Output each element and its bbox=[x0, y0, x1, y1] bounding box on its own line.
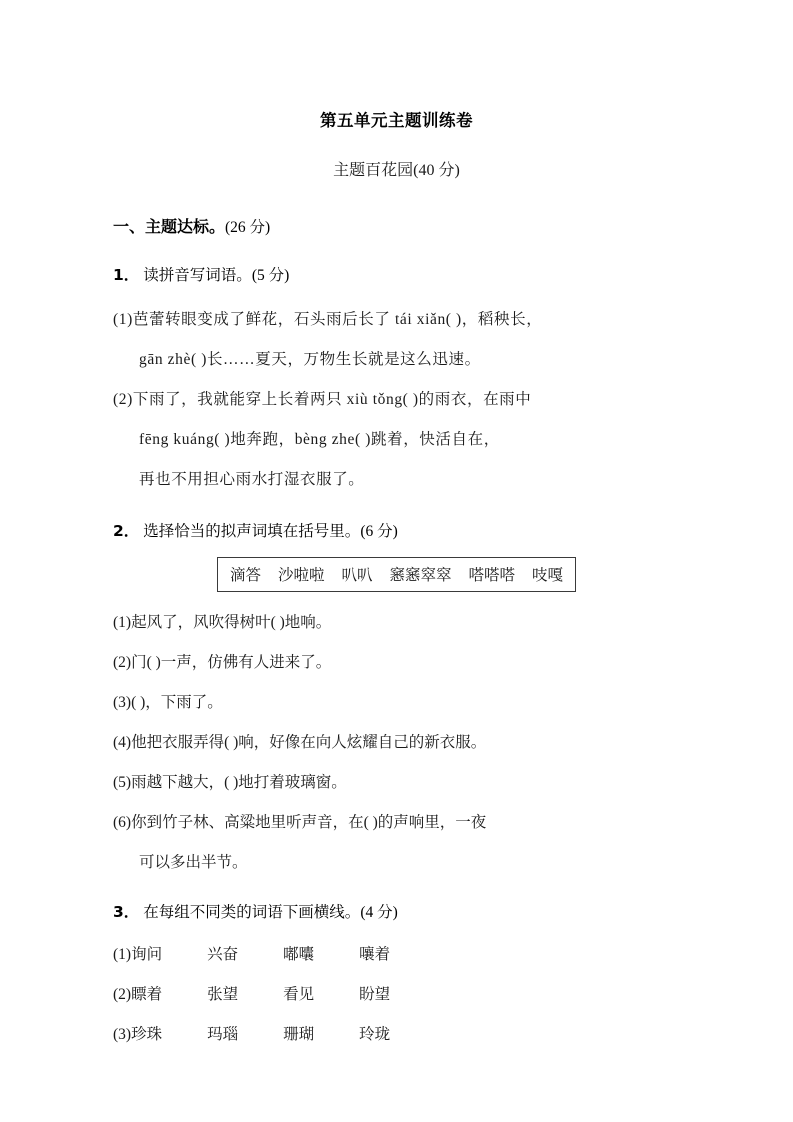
word-group-word[interactable]: 询问 bbox=[131, 946, 163, 963]
question-2-title bbox=[113, 519, 680, 541]
question-1-line-2: gān zhè( )长……夏天，万物生长就是这么迅速。 bbox=[139, 351, 481, 368]
word-bank-item: 吱嘎 bbox=[532, 567, 564, 584]
word-group-label: (3) bbox=[113, 1026, 132, 1043]
question-2-text: 选择恰当的拟声词填在括号里。 bbox=[143, 522, 361, 540]
question-2-item-2: (2)门( )一声，仿佛有人进来了。 bbox=[113, 654, 332, 671]
word-bank-item: 滴答 bbox=[229, 567, 261, 584]
question-3-text: 在每组不同类的词语下画横线。 bbox=[143, 903, 361, 921]
question-2-item-6-cont: 可以多出半节。 bbox=[139, 854, 248, 871]
question-1-line-5: 再也不用担心雨水打湿衣服了。 bbox=[139, 471, 365, 488]
question-1-line-1: (1)芭蕾转眼变成了鲜花，石头雨后长了 tái xiǎn( )，稻秧长， bbox=[113, 311, 543, 328]
word-bank-item: 嗒嗒嗒 bbox=[468, 567, 516, 584]
word-group-label: (2) bbox=[113, 986, 132, 1003]
question-1-text: 读拼音写词语。 bbox=[143, 266, 252, 284]
question-2 bbox=[113, 489, 680, 872]
question-1 bbox=[113, 237, 680, 489]
word-group-label: (1) bbox=[113, 946, 132, 963]
word-group-word[interactable]: 玛瑙 bbox=[207, 1026, 239, 1043]
question-2-item-4: (4)他把衣服弄得( )响，好像在向人炫耀自己的新衣服。 bbox=[113, 734, 487, 751]
word-group-word[interactable]: 盼望 bbox=[359, 986, 391, 1003]
word-group-word[interactable]: 嘟囔 bbox=[283, 946, 315, 963]
section-heading-label: 一、主题达标。 bbox=[113, 217, 226, 236]
word-group-word[interactable]: 珊瑚 bbox=[283, 1026, 315, 1043]
word-bank-item: 叭叭 bbox=[341, 567, 373, 584]
question-1-number: 1． bbox=[113, 266, 140, 284]
question-2-item-3: (3)( )，下雨了。 bbox=[113, 694, 223, 711]
word-bank bbox=[217, 557, 576, 592]
question-1-score: (5 分) bbox=[251, 267, 290, 284]
question-2-number: 2． bbox=[113, 522, 140, 540]
word-group-word[interactable]: 瞟着 bbox=[131, 986, 163, 1003]
page-title: 第五单元主题训练卷 bbox=[320, 111, 473, 130]
section-heading bbox=[113, 180, 680, 237]
question-1-line-3: (2)下雨了，我就能穿上长着两只 xiù tǒng( )的雨衣，在雨中 bbox=[113, 391, 532, 408]
word-group-word[interactable]: 看见 bbox=[283, 986, 315, 1003]
word-group-word[interactable]: 张望 bbox=[207, 986, 239, 1003]
word-group-row bbox=[113, 922, 680, 964]
question-3-score: (4 分) bbox=[360, 904, 398, 921]
section-heading-score: (26 分) bbox=[225, 219, 271, 236]
word-group-word[interactable]: 珍珠 bbox=[131, 1026, 163, 1043]
question-2-item-5: (5)雨越下越大，( )地打着玻璃窗。 bbox=[113, 774, 347, 791]
question-3-title bbox=[113, 900, 680, 922]
question-2-item-6: (6)你到竹子林、高粱地里听声音，在( )的声响里，一夜 bbox=[113, 814, 487, 831]
word-group-word[interactable]: 玲珑 bbox=[359, 1026, 391, 1043]
question-1-line-4: fēng kuáng( )地奔跑，bèng zhe( )跳着，快活自在， bbox=[139, 431, 500, 448]
question-3 bbox=[113, 872, 680, 1044]
question-2-score: (6 分) bbox=[360, 523, 398, 540]
word-bank-container bbox=[113, 541, 680, 592]
word-bank-item: 窸窸窣窣 bbox=[389, 567, 452, 584]
word-group-word[interactable]: 兴奋 bbox=[207, 946, 239, 963]
page-subtitle: 主题百花园(40 分) bbox=[333, 162, 460, 179]
word-group-word[interactable]: 嚷着 bbox=[359, 946, 391, 963]
word-group-row bbox=[113, 964, 680, 1004]
question-3-number: 3． bbox=[113, 903, 140, 921]
word-bank-item: 沙啦啦 bbox=[277, 567, 325, 584]
question-1-title bbox=[113, 263, 680, 285]
question-2-item-1: (1)起风了，风吹得树叶( )地响。 bbox=[113, 614, 332, 631]
word-group-row bbox=[113, 1004, 680, 1044]
